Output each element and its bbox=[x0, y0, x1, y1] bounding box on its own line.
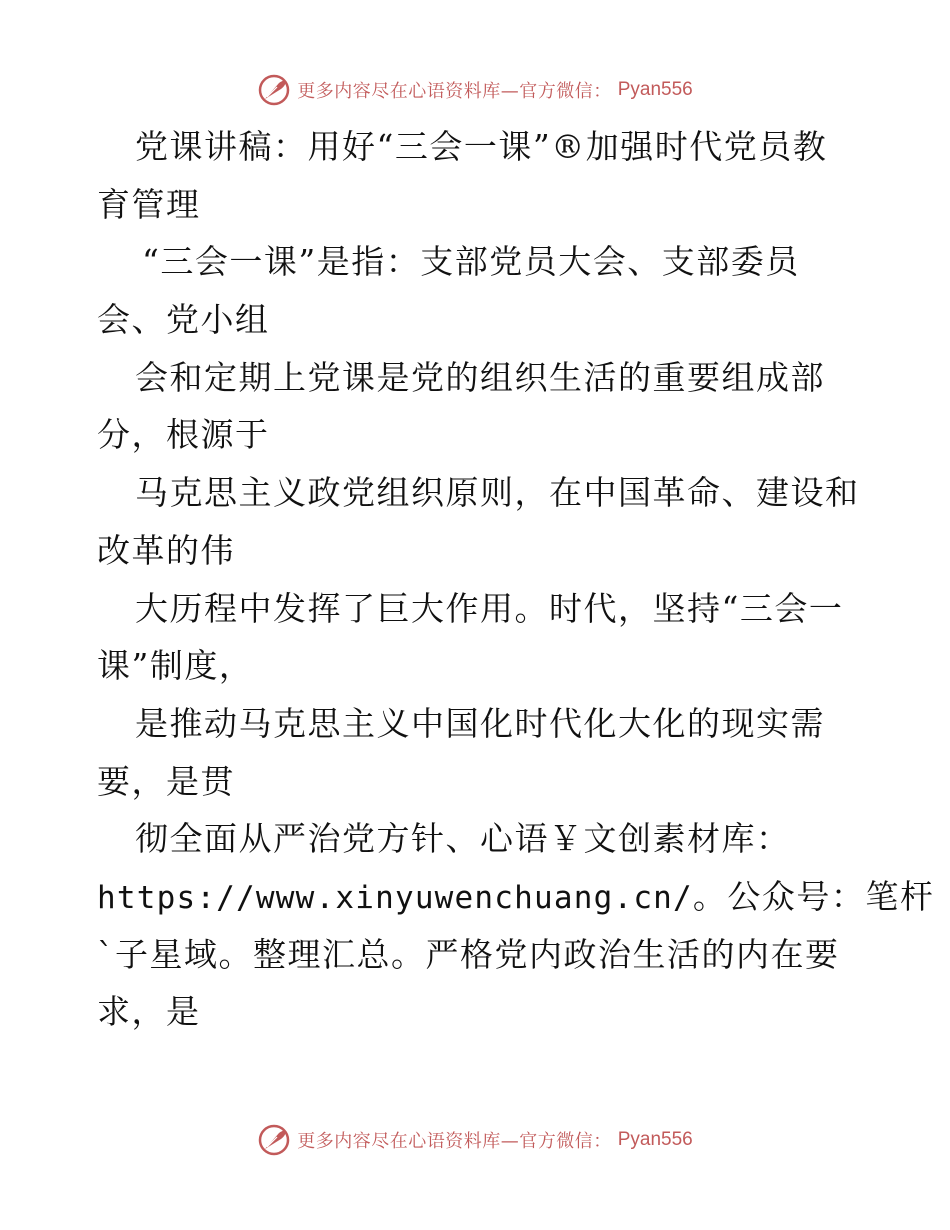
website-url: https://www.xinyuwenchuang.cn/ bbox=[97, 879, 693, 916]
paragraph-text: 。公众号：笔杆 bbox=[692, 876, 935, 916]
header-banner bbox=[0, 70, 950, 110]
document-title-line-2: 育管理 bbox=[97, 184, 201, 224]
paragraph-line: 是推动马克思主义中国化时代化大化的现实需 bbox=[135, 703, 825, 743]
paragraph-line: 大历程中发挥了巨大作用。时代，坚持“三会一 bbox=[135, 588, 844, 628]
paragraph-line: 课”制度， bbox=[97, 646, 254, 686]
paragraph-line: 分，根源于 bbox=[97, 415, 270, 455]
paragraph-line: 彻全面从严治党方针、心语￥文创素材库： bbox=[135, 819, 791, 859]
document-body bbox=[97, 118, 935, 1041]
paragraph-line-with-url bbox=[97, 868, 935, 926]
quill-logo-icon bbox=[257, 73, 291, 107]
paragraph-line: 会、党小组 bbox=[97, 300, 270, 340]
paragraph-line: 改革的伟 bbox=[97, 530, 235, 570]
paragraph-line: `子星域。整理汇总。严格党内政治生活的内在要 bbox=[97, 934, 840, 974]
footer-banner bbox=[0, 1120, 950, 1160]
footer-banner-text: 更多内容尽在心语资料库—官方微信： bbox=[297, 1131, 612, 1152]
header-banner-wechat-id: Pyan556 bbox=[617, 79, 693, 100]
paragraph-line: 马克思主义政党组织原则，在中国革命、建设和 bbox=[135, 473, 860, 513]
paragraph-line: 会和定期上党课是党的组织生活的重要组成部 bbox=[135, 357, 825, 397]
document-title-line-1: 党课讲稿：用好“三会一课”®加强时代党员教 bbox=[135, 127, 828, 166]
footer-banner-wechat-id: Pyan556 bbox=[617, 1129, 693, 1150]
header-banner-text: 更多内容尽在心语资料库—官方微信： bbox=[297, 81, 612, 102]
quill-logo-icon bbox=[257, 1123, 291, 1157]
paragraph-line: 要，是贯 bbox=[97, 761, 235, 801]
paragraph-line: “三会一课”是指：支部党员大会、支部委员 bbox=[142, 242, 800, 282]
paragraph-line: 求，是 bbox=[97, 992, 201, 1032]
